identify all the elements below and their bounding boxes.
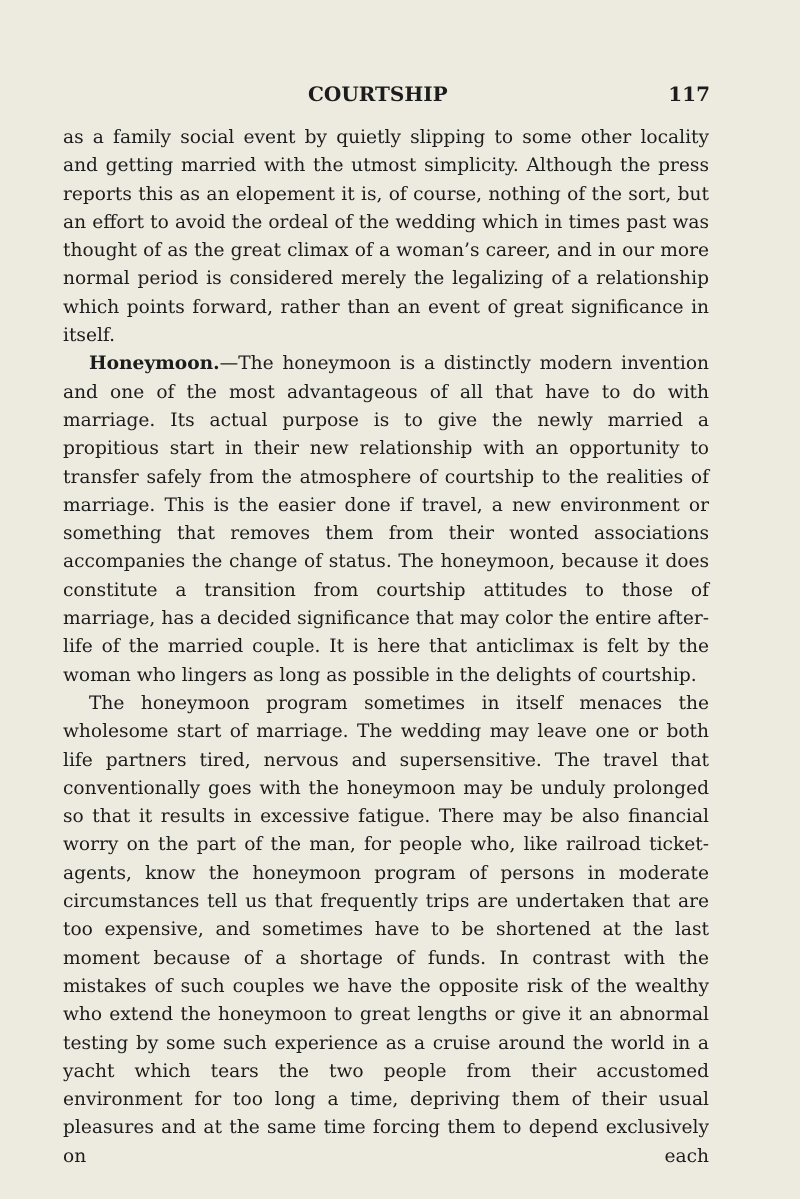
paragraph-program — [63, 690, 709, 1171]
chapter-title: COURTSHIP — [308, 82, 448, 106]
page-number: 117 — [668, 82, 710, 106]
body-text — [63, 124, 709, 1171]
paragraph-honeymoon — [63, 350, 709, 690]
running-header — [60, 76, 710, 112]
paragraph-continuation — [63, 124, 709, 350]
paragraph-text: as a family social event by quietly slipping to some other locality and getting married with the utmost simplicity. Although the press reports this as an elopement it is, of course, nothing of the sort, but an effort to avoid the ordeal of the wedding which in times past was thought of as the great climax of a woman’s career, and in our more normal period is considered merely the legalizing of a relationship which points forward, rather than an event of great significance in itself. — [63, 127, 709, 347]
section-heading: Honeymoon. — [89, 353, 220, 375]
paragraph-text: —The honeymoon is a distinctly modern invention and one of the most advantageous of all that have to do with marriage. Its actual purpose is to give the newly married a propitious start in their new relationship with an opportunity to transfer safely from the atmosphere of courtship to the realities of marriage. This is the easier done if travel, a new environment or something that removes them from their wonted associations accompanies the change of status. The honeymoon, because it does constitute a transition from courtship attitudes to those of marriage, has a decided significance that may color the entire after-life of the married couple. It is here that anticlimax is felt by the woman who lingers as long as possible in the delights of courtship. — [63, 353, 709, 686]
paragraph-text: The honeymoon program sometimes in itself menaces the wholesome start of marriage. The wedding may leave one or both life partners tired, nervous and supersensitive. The travel that conventionally goes with the honeymoon may be unduly prolonged so that it results in excessive fatigue. There may be also financial worry on the part of the man, for people who, like railroad ticket-agents, know the honeymoon program of persons in moderate circumstances tell us that frequently trips are undertaken that are too expensive, and sometimes have to be shortened at the last moment because of a shortage of funds. In contrast with the mistakes of such couples we have the opposite risk of the wealthy who extend the honeymoon to great lengths or give it an abnormal testing by some such experience as a cruise around the world in a yacht which tears the two people from their accustomed environment for too long a time, depriving them of their usual pleasures and at the same time forcing them to depend exclusively on each — [63, 692, 709, 1167]
